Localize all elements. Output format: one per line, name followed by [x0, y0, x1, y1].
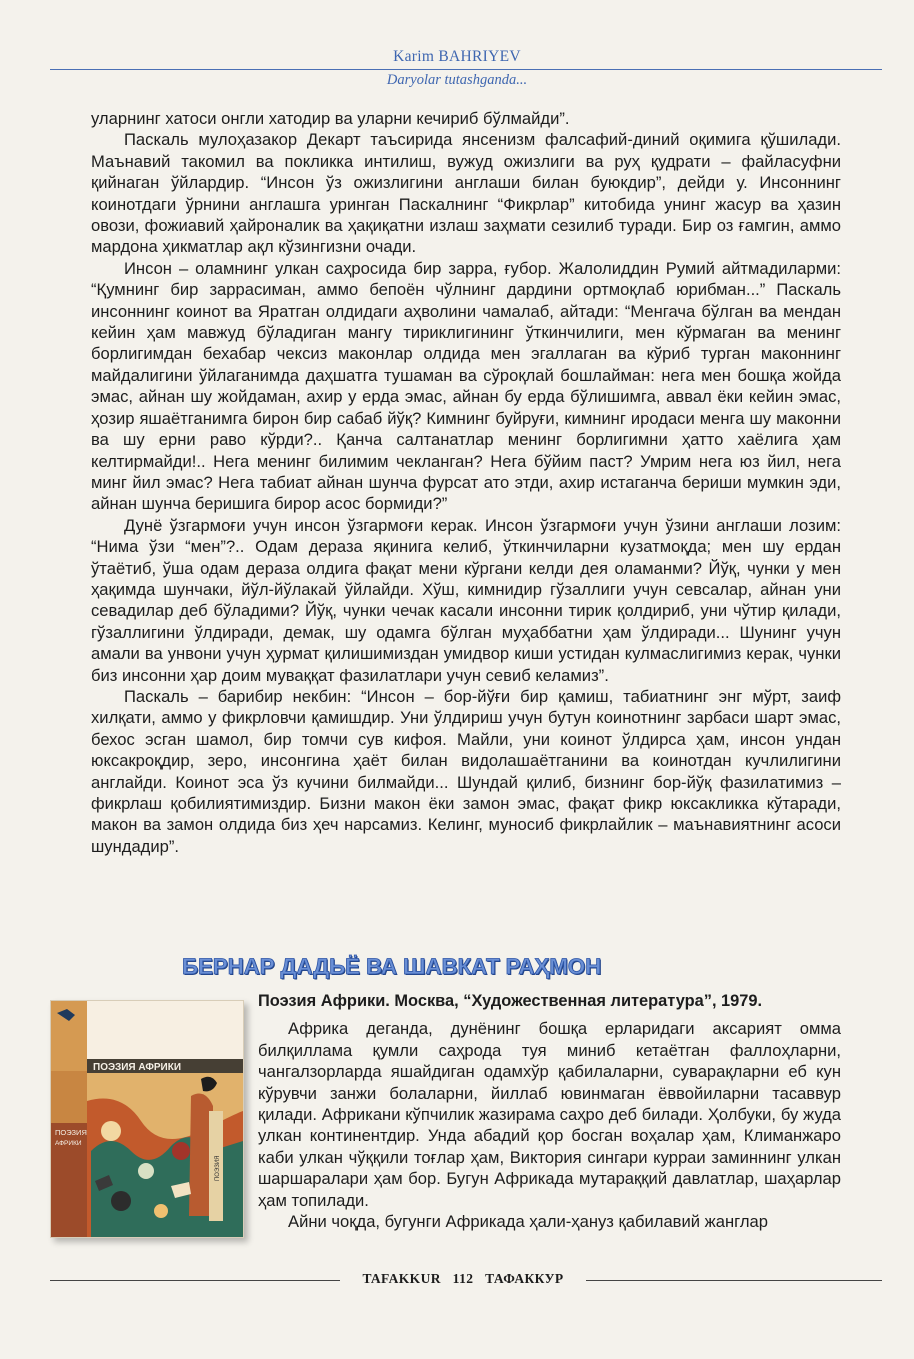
- paragraph: Паскаль мулоҳазакор Декарт таъсирида янсенизм фалсафий-диний оқимига қўшилади. Маънавий такомил ва покликка интилиш, вужуд ожизлиги ва руҳ қудрати – файласуфни қийнаган ўйлардир. “Инсон ўз ожизлигини англаши билан буюкдир”, дейди у. Инсоннинг коинотдаги ўрнини англашга уринган Паскалнинг “Фикрлар” китобида унинг жасур ва ҳазин овози, фожиавий ҳайроналик ва ҳақиқатни излаш заҳмати сезилиб туради. Бир оз ғамгин, аммо мардона ҳикматлар ақл кўзингизни очади.: [91, 130, 841, 257]
- paragraph: Инсон – оламнинг улкан саҳросида бир зарра, ғубор. Жалолиддин Румий айтмадиларми: “Қумнинг бир заррасиман, аммо бепоён чўлнинг дардини ортмоқлаб юрибман...” Паскаль инсоннинг коинот ва Яратган олдидаги аҳволини чамалаб, айтади: “Менгача бўлган ва мендан кейин ҳам мавжуд бўладиган мангу тириклигининг ўткинчилиги, мен кўрмаган ва менинг борлигимдан бехабар чексиз маконлар олдида мен эгаллаган ва кўриб турган маконнинг майдалигини ўйлаганимда даҳшатга тушаман ва сўроқлай бошлайман: нега мен бошқа жойда эмас, айнан шу жойдаман, ахир у ерда эмас, айнан бу ерда бўлишимга, аввал ёки кейин эмас, ҳозир яшаётганимга бирон бир сабаб йўқ? Кимнинг буйруғи, кимнинг иродаси менга шу маконни ва шу ерни раво кўрди?.. Қанча салтанатлар менинг борлигимни ҳатто хаёлига ҳам келтирмайди!.. Нега менинг билимим чекланган? Нега бўйим паст? Умрим нега юз йил, нега минг йил эмас? Нега табиат айнан шунча фурсат ато этди, ахир истаганча бериши мумкин эди, айнан шунча беришига бирор асос бормиди?”: [91, 258, 841, 514]
- footer-journal-latin: TAFAKKUR: [362, 1271, 441, 1286]
- running-header: [0, 48, 914, 89]
- header-subtitle: Daryolar tutashganda...: [386, 72, 528, 88]
- article-body: [258, 991, 841, 1232]
- paragraph: Дунё ўзгармоғи учун инсон ўзгармоғи керак. Инсон ўзгармоғи учун ўзини англаши лозим: “Нима ўзи “мен”?.. Одам дераза яқинига келиб, ўткинчиларни кузатмоқда; мен шу ердан ўтаётиб, ўша одам дераза олдига фақат мени кўргани келди дея оламанми? Йўқ, чунки у мен ҳақимда шунчаки, йўл-йўлакай ўйлайди. Хўш, кимнидир гўзаллиги учун севсалар, айнан уни севадилар деб бўладими? Йўқ, чунки чечак касали инсонни тирик қолдириб, уни чўтир қилади, гўзаллигини ўлдиради, демак, шу одамга бўлган муҳаббатни ҳам ўлдиради... Шунинг учун амали ва унвони учун ҳурмат қилишимиздан умидвор киши устидан кулмаслигимиз керак, чунки биз инсонни ҳар доим муваққат фазилатлари учун севиб келамиз”.: [91, 515, 841, 685]
- article-title: БЕРНАР ДАДЬЁ ВА ШАВКАТ РАҲМОН: [182, 954, 602, 979]
- book-cover-vertical-label: ПОЭЗИЯ: [215, 1155, 221, 1181]
- paragraph: Паскаль – барибир некбин: “Инсон – бор-йўғи бир қамиш, табиатнинг энг мўрт, заиф хилқати, аммо у фикрловчи қамишдир. Уни ўлдириш учун бутун коинотнинг зарбаси шарт эмас, бехос эсган шамол, бир томчи сув кифоя. Майли, уни коинот ўлдирса ҳам, инсон ундан юксакроқдир, зеро, инсонгина ҳаёт билан видолашаётганини ва коинотдан кучлилигини англайди. Коинот эса ўз кучини билмайди... Шундай қилиб, бизнинг бор-йўқ фазилатимиз – фикрлаш қобилиятимиздир. Бизни макон ёки замон эмас, фақат фикр юксакликка кўтаради, макон ва замон олдида биз ҳеч нарсамиз. Келинг, муносиб фикрлайлик – маънавиятнинг асоси шундадир”.: [91, 686, 841, 856]
- footer-rule-left: [50, 1280, 340, 1281]
- page-number: 112: [452, 1271, 474, 1286]
- main-text: [91, 108, 841, 857]
- footer-rule-right: [586, 1280, 882, 1281]
- book-citation: Поэзия Африки. Москва, “Художественная литература”, 1979.: [258, 992, 763, 1010]
- book-cover-spine-top: ПОЭЗИЯ: [55, 1128, 87, 1137]
- paragraph: Айни чоқда, бугунги Африкада ҳали-ҳануз қабилавий жанглар: [288, 1212, 768, 1232]
- book-cover-spine-bottom: АФРИКИ: [55, 1140, 82, 1147]
- book-cover-image: [50, 1000, 244, 1238]
- header-rule: [50, 69, 882, 70]
- paragraph: Африка деганда, дунёнинг бошқа ерларидаги аксарият омма билқиллама қумли саҳрода туя миниб кетаётган фаллоҳларни, чангалзорларда яшайдиган одамхўр қабилаларни, суварақларни еб кун кўрувчи занжи болаларни, йиллаб ювинмаган ёввойиларни тасаввур қилади. Африкани кўпчилик жазирама саҳро деб билади. Ҳолбуки, бу жуда улкан континентдир. Унда абадий қор босган воҳалар ҳам, Климанжаро каби улкан чўққили тоғлар ҳам, Виктория сингари курраи заминнинг улкан шаршаралари ҳам бор. Бугун Африкада мутараққий давлатлар, шаҳарлар ҳам топилади.: [258, 1019, 841, 1210]
- footer-label: [340, 1271, 586, 1287]
- page-footer: [0, 1270, 914, 1290]
- footer-journal-cyrillic: ТАФАККУР: [485, 1271, 564, 1286]
- book-cover-title: ПОЭЗИЯ АФРИКИ: [93, 1062, 182, 1073]
- paragraph: уларнинг хатоси онгли хатодир ва уларни кечириб бўлмайди”.: [91, 109, 570, 128]
- header-author: Karim BAHRIYEV: [393, 48, 521, 65]
